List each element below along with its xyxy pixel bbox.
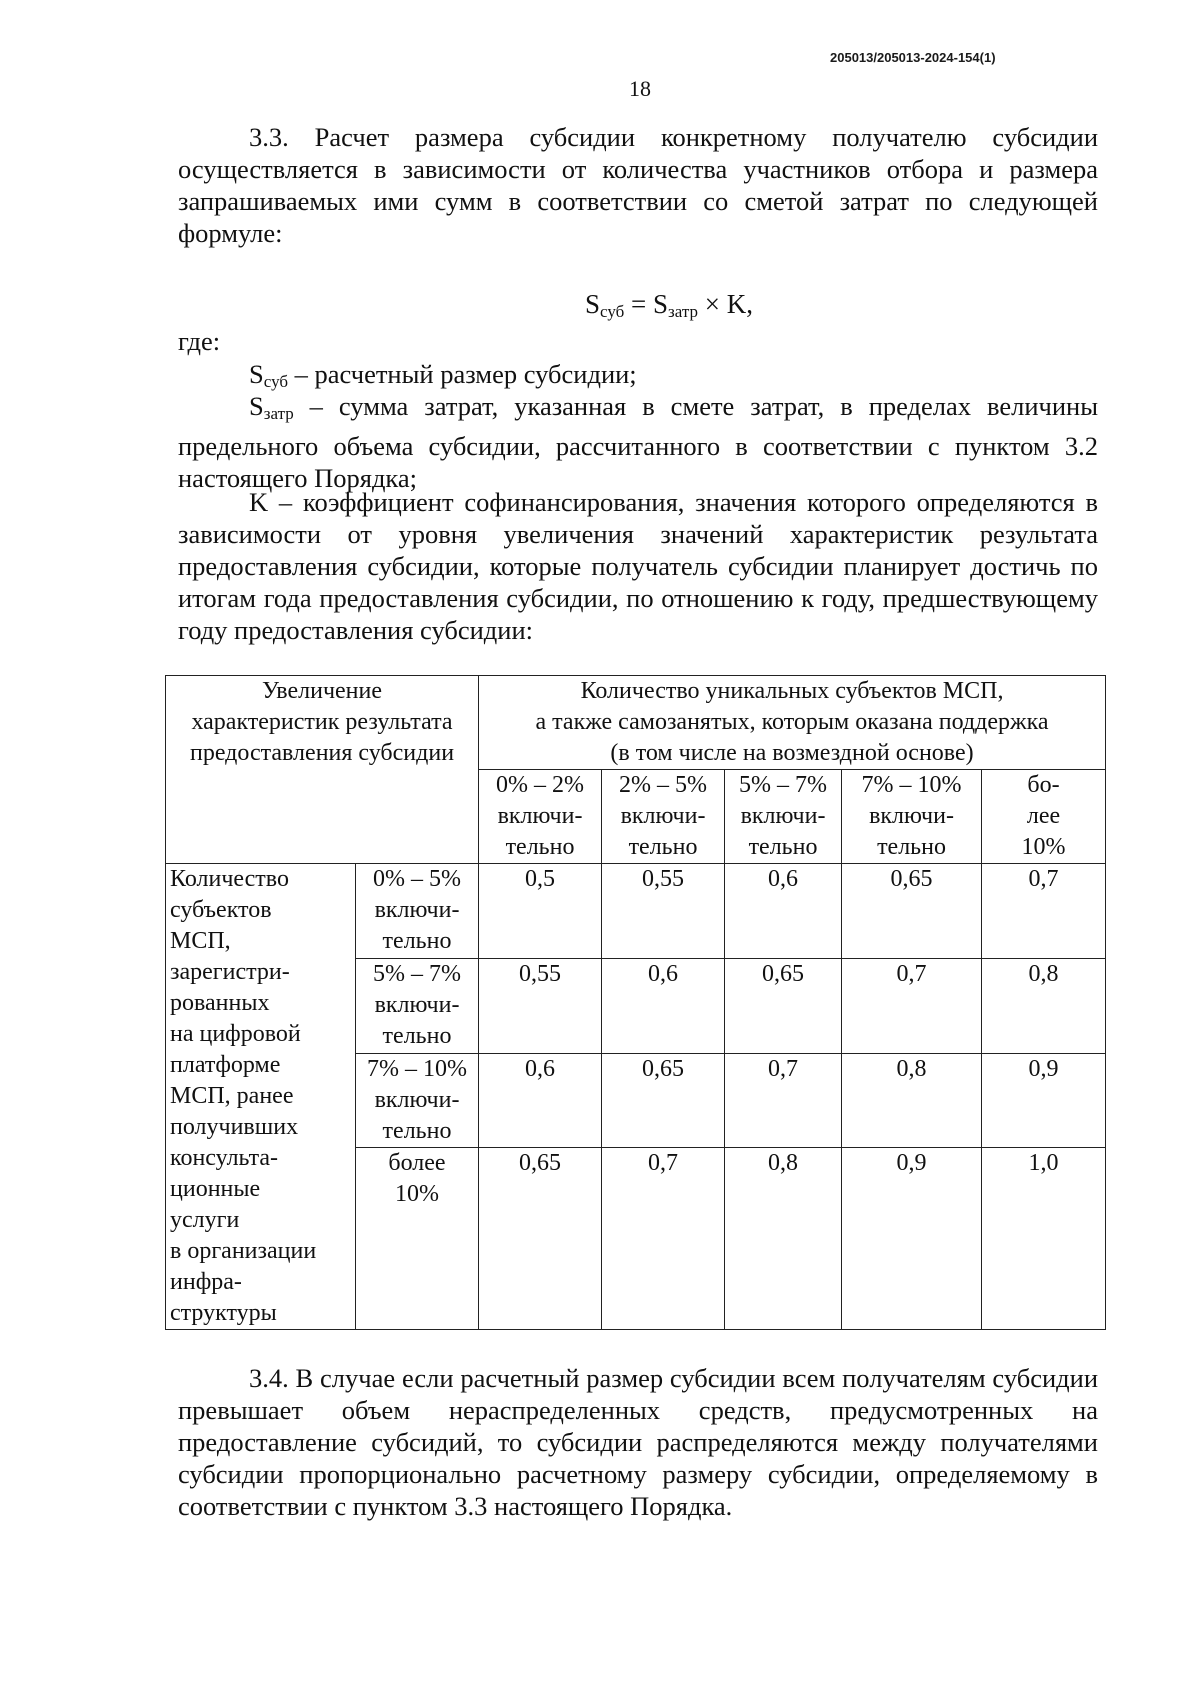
table-row (166, 864, 1106, 959)
table-cell: 0,55 (602, 864, 725, 959)
table-cell: 0,7 (602, 1148, 725, 1330)
formula-rest: × K, (698, 289, 753, 319)
col-header-5-7: 5% – 7% включи- тельно (725, 770, 842, 864)
table-cell: 0,5 (479, 864, 602, 959)
row-range-0-5: 0% – 5% включи- тельно (356, 864, 479, 959)
table-cell: 0,65 (479, 1148, 602, 1330)
table-cell: 0,7 (725, 1053, 842, 1148)
table-cell: 0,65 (842, 864, 982, 959)
col-header-7-10: 7% – 10% включи- тельно (842, 770, 982, 864)
table-cell: 1,0 (982, 1148, 1106, 1330)
table-cell: 0,55 (479, 958, 602, 1053)
table-cell: 0,8 (982, 958, 1106, 1053)
cofinancing-coefficient-table (165, 675, 1106, 1330)
table-cell: 0,6 (479, 1053, 602, 1148)
table-cell: 0,9 (982, 1053, 1106, 1148)
section-3-4-text: 3.4. В случае если расчетный размер субсидии всем получателям субсидии превышает объем нераспределенных средств, предусмотренных на предоставление субсидий, то субсидии распределяются между получателями субсидии пропорционально расчетному размеру субсидии, определяемому в соответствии с пунктом 3.3 настоящего Порядка. (178, 1363, 1098, 1521)
table-cell: 0,6 (602, 958, 725, 1053)
where-label: где: (178, 326, 221, 356)
table-cell: 0,8 (725, 1148, 842, 1330)
page-number: 18 (629, 76, 651, 101)
table-cell: 0,8 (842, 1053, 982, 1148)
row-range-7-10: 7% – 10% включи- тельно (356, 1053, 479, 1148)
subsidy-formula (585, 289, 753, 322)
table-cell: 0,7 (842, 958, 982, 1053)
definition-s-sub: $S_{суб}$ – расчетный размер субсидии; (249, 359, 637, 391)
formula-s-zatr: $S_{затр}$ (653, 289, 699, 321)
table-cell: 0,9 (842, 1148, 982, 1330)
table-cell: 0,7 (982, 864, 1106, 959)
formula-s-sub: $S_{суб}$ (585, 289, 625, 321)
col-header-0-2: 0% – 2% включи- тельно (479, 770, 602, 864)
document-id: 205013/205013-2024-154(1) (830, 50, 996, 65)
row-range-5-7: 5% – 7% включи- тельно (356, 958, 479, 1053)
symbol-s-sub: $S_{суб}$ (249, 359, 288, 391)
definition-s-zatr: $S_{затр}$ – сумма затрат, указанная в смете затрат, в пределах величины предельного объема субсидии, рассчитанного в соответствии с пунктом 3.2 настоящего Порядка; (178, 391, 1098, 493)
col-header-2-5: 2% – 5% включи- тельно (602, 770, 725, 864)
table-header-row-1 (166, 676, 1106, 770)
col-header-over-10: бо- лее 10% (982, 770, 1106, 864)
corner-header: Увеличение характеристик результата предоставления субсидии (166, 676, 479, 864)
definition-k: K – коэффициент софинансирования, значения которого определяются в зависимости от уровня увеличения значений характеристик результата предоставления субсидии, которые получатель субсидии планирует достичь по итогам года предоставления субсидии, по отношению к году, предшествующему году предоставления субсидии: (178, 487, 1098, 645)
formula-equals: = (624, 289, 654, 319)
table-cell: 0,6 (725, 864, 842, 959)
symbol-s-zatr: $S_{затр}$ (249, 391, 294, 423)
section-3-3-intro: 3.3. Расчет размера субсидии конкретному получателю субсидии осуществляется в зависимости от количества участников отбора и размера запрашиваемых ими сумм в соответствии со сметой затрат по следующей формуле: (178, 122, 1098, 248)
table-cell: 0,65 (725, 958, 842, 1053)
table-cell: 0,65 (602, 1053, 725, 1148)
top-header: Количество уникальных субъектов МСП, а также самозанятых, которым оказана поддержка (в том числе на возмездной основе) (479, 676, 1106, 770)
row-group-label: Количество субъектов МСП, зарегистри- рованных на цифровой платформе МСП, ранее получивших консульта- ционные услуги в организации инфра- структуры (166, 864, 356, 1330)
row-range-over-10: более 10% (356, 1148, 479, 1330)
